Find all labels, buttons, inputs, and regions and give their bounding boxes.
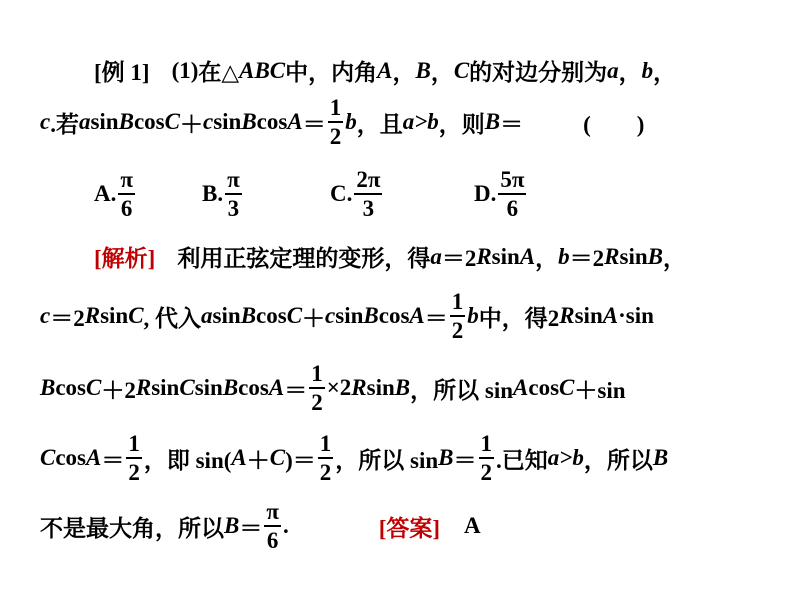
solution-line-3: B cos C ＋2 R sin C sin B cos A ＝ $\frac{1}{2}$ ×2 R sin B ，所以 sin A cos C ＋sin	[40, 361, 626, 415]
solution-line-5: 不是最大角，所以 B ＝ $\frac{\pi}{6}$ . [答案] A	[40, 499, 481, 553]
answer-value: A	[464, 513, 481, 538]
option-d[interactable]: D. $\frac{5\pi}{6}$	[474, 167, 525, 221]
answer-blank: ( )	[583, 111, 645, 137]
solution-label: [解析]	[94, 246, 156, 271]
answer-label: [答案]	[378, 515, 441, 541]
solution-line-1: [解析] 利用正弦定理的变形，得 a ＝2 R sin A ， b ＝2 R sin B ，	[94, 240, 794, 273]
fraction-one-half: $\frac{1}{2}$	[329, 95, 342, 149]
condition-line: c .若 a sin B cos C ＋ c sin B cos A ＝ $\frac{1}{2}$ b ，且 a>b ，则 B ＝ ( )	[40, 95, 645, 149]
option-c[interactable]: C. $\frac{2\pi}{3}$	[330, 167, 381, 221]
example-line-1: [例 1] (1) 在△ ABC 中，内角 A ， B ， C 的对边分别为 a ， b ，	[94, 54, 794, 87]
example-label: [例 1]	[94, 60, 150, 85]
option-a[interactable]: A. $\frac{\pi}{6}$	[94, 167, 133, 221]
solution-line-2: c ＝2 R sin C , 代入 a sin B cos C ＋ c sin B cos A ＝ $\frac{1}{2}$ b 中，得2 R sin A ·sin	[40, 289, 654, 343]
option-b[interactable]: B. $\frac{\pi}{3}$	[202, 167, 240, 221]
solution-line-4: C cos A ＝ $\frac{1}{2}$ ，即 sin( A ＋ C )＝ $\frac{1}{2}$ ，所以 sin B ＝ $\frac{1}{2}$ .已知 a>b ，所以 B	[40, 431, 669, 485]
options-line	[94, 168, 794, 220]
